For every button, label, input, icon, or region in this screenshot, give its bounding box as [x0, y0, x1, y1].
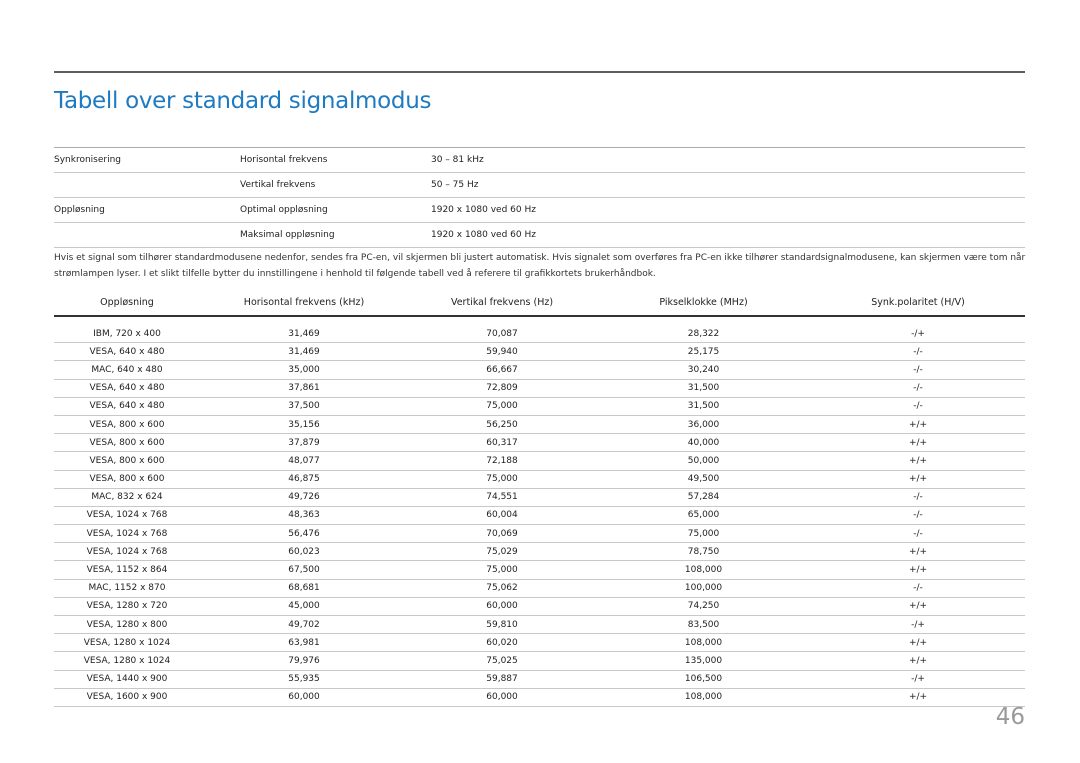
cell-pixel-clock: 83,500 — [687, 619, 720, 630]
cell-horizontal-frequency: 49,702 — [288, 619, 320, 630]
signal-modes-table — [54, 290, 1025, 707]
cell-resolution: VESA, 1024 x 768 — [86, 546, 168, 557]
cell-sync-polarity: +/+ — [908, 692, 928, 703]
cell-horizontal-frequency: 31,469 — [288, 328, 320, 339]
spec-row — [54, 148, 1025, 173]
cell-resolution: VESA, 1280 x 800 — [86, 619, 168, 630]
cell-sync-polarity: +/+ — [908, 601, 928, 612]
cell-pixel-clock: 108,000 — [684, 692, 723, 703]
table-row — [54, 343, 1025, 361]
cell-vertical-frequency: 75,000 — [486, 474, 518, 485]
cell-horizontal-frequency: 63,981 — [288, 637, 320, 648]
cell-vertical-frequency: 72,188 — [486, 455, 518, 466]
cell-pixel-clock: 40,000 — [687, 437, 720, 448]
note-paragraph: Hvis et signal som tilhører standardmodusene nedenfor, sendes fra PC-en, vil skjermen bli justert automatisk. Hvis signalet som overføres fra PC-en ikke tilhører standardsignalmodusene, kan skjermen være tom når strømlampen lyser. I et slikt tilfelle bytter du innstillingene i henhold til følgende tabell ved å referere til grafikkortets brukerhåndbok. — [54, 253, 1026, 279]
cell-pixel-clock: 36,000 — [687, 419, 720, 430]
cell-resolution: MAC, 832 x 624 — [91, 492, 163, 503]
cell-vertical-frequency: 60,004 — [486, 510, 518, 521]
table-row — [54, 652, 1025, 670]
cell-vertical-frequency: 59,810 — [486, 619, 518, 630]
spec-label: Vertikal frekvens — [240, 180, 316, 190]
table-row — [54, 507, 1025, 525]
top-divider — [54, 71, 1025, 73]
cell-vertical-frequency: 75,025 — [486, 655, 518, 666]
cell-pixel-clock: 108,000 — [684, 637, 723, 648]
cell-horizontal-frequency: 60,023 — [288, 546, 320, 557]
table-row — [54, 380, 1025, 398]
cell-vertical-frequency: 70,087 — [486, 328, 518, 339]
spec-value: 1920 x 1080 ved 60 Hz — [431, 205, 536, 215]
cell-pixel-clock: 74,250 — [687, 601, 720, 612]
cell-sync-polarity: +/+ — [908, 474, 928, 485]
cell-pixel-clock: 135,000 — [684, 655, 723, 666]
cell-resolution: VESA, 1280 x 1024 — [83, 655, 171, 666]
cell-sync-polarity: -/- — [913, 383, 923, 394]
cell-resolution: VESA, 800 x 600 — [89, 419, 165, 430]
table-row — [54, 416, 1025, 434]
table-row — [54, 689, 1025, 707]
cell-pixel-clock: 78,750 — [687, 546, 720, 557]
cell-sync-polarity: +/+ — [908, 565, 928, 576]
spec-label: Maksimal oppløsning — [240, 230, 335, 240]
spec-row — [54, 173, 1025, 198]
cell-vertical-frequency: 75,000 — [486, 401, 518, 412]
cell-sync-polarity: -/+ — [911, 328, 925, 339]
cell-sync-polarity: -/- — [913, 583, 923, 594]
cell-sync-polarity: -/+ — [911, 619, 925, 630]
cell-resolution: VESA, 1152 x 864 — [86, 565, 168, 576]
table-row — [54, 616, 1025, 634]
table-row — [54, 634, 1025, 652]
cell-pixel-clock: 31,500 — [687, 401, 720, 412]
cell-horizontal-frequency: 48,363 — [288, 510, 320, 521]
cell-sync-polarity: -/- — [913, 528, 923, 539]
cell-vertical-frequency: 59,887 — [486, 674, 518, 685]
cell-pixel-clock: 28,322 — [687, 328, 720, 339]
cell-vertical-frequency: 60,317 — [486, 437, 518, 448]
cell-vertical-frequency: 75,029 — [486, 546, 518, 557]
cell-horizontal-frequency: 37,500 — [288, 401, 320, 412]
cell-horizontal-frequency: 37,879 — [288, 437, 320, 448]
spec-value: 50 – 75 Hz — [431, 180, 479, 190]
spec-value: 30 – 81 kHz — [431, 155, 484, 165]
cell-sync-polarity: -/- — [913, 401, 923, 412]
cell-horizontal-frequency: 31,469 — [288, 346, 320, 357]
cell-horizontal-frequency: 68,681 — [288, 583, 320, 594]
cell-horizontal-frequency: 45,000 — [288, 601, 320, 612]
cell-resolution: VESA, 640 x 480 — [89, 383, 165, 394]
header-horizontal-frequency: Horisontal frekvens (kHz) — [243, 297, 365, 308]
spec-row — [54, 223, 1025, 248]
spec-label: Horisontal frekvens — [240, 155, 328, 165]
cell-pixel-clock: 57,284 — [687, 492, 720, 503]
cell-horizontal-frequency: 49,726 — [288, 492, 320, 503]
cell-resolution: VESA, 1440 x 900 — [86, 674, 168, 685]
cell-sync-polarity: -/- — [913, 346, 923, 357]
table-row — [54, 398, 1025, 416]
table-row — [54, 543, 1025, 561]
cell-sync-polarity: +/+ — [908, 655, 928, 666]
cell-pixel-clock: 106,500 — [684, 674, 723, 685]
spec-value: 1920 x 1080 ved 60 Hz — [431, 230, 536, 240]
cell-resolution: VESA, 1024 x 768 — [86, 510, 168, 521]
cell-resolution: VESA, 1280 x 1024 — [83, 637, 171, 648]
cell-resolution: MAC, 640 x 480 — [91, 364, 163, 375]
cell-horizontal-frequency: 60,000 — [288, 692, 320, 703]
spec-row — [54, 198, 1025, 223]
table-row — [54, 561, 1025, 579]
cell-resolution: VESA, 1024 x 768 — [86, 528, 168, 539]
cell-vertical-frequency: 70,069 — [486, 528, 518, 539]
cell-vertical-frequency: 60,000 — [486, 692, 518, 703]
cell-sync-polarity: -/- — [913, 510, 923, 521]
cell-horizontal-frequency: 56,476 — [288, 528, 320, 539]
cell-vertical-frequency: 60,020 — [486, 637, 518, 648]
table-row — [54, 580, 1025, 598]
cell-vertical-frequency: 59,940 — [486, 346, 518, 357]
header-spacer — [54, 317, 1025, 325]
header-resolution: Oppløsning — [100, 297, 154, 308]
cell-resolution: VESA, 800 x 600 — [89, 455, 165, 466]
cell-vertical-frequency: 74,551 — [486, 492, 518, 503]
cell-pixel-clock: 108,000 — [684, 565, 723, 576]
cell-horizontal-frequency: 46,875 — [288, 474, 320, 485]
cell-resolution: VESA, 640 x 480 — [89, 401, 165, 412]
cell-resolution: VESA, 1280 x 720 — [86, 601, 168, 612]
cell-pixel-clock: 50,000 — [687, 455, 720, 466]
table-row — [54, 361, 1025, 379]
cell-sync-polarity: -/+ — [911, 674, 925, 685]
cell-pixel-clock: 30,240 — [687, 364, 720, 375]
spec-group: Oppløsning — [54, 205, 105, 215]
table-row — [54, 452, 1025, 470]
cell-resolution: VESA, 1600 x 900 — [86, 692, 168, 703]
table-row — [54, 434, 1025, 452]
cell-resolution: VESA, 800 x 600 — [89, 437, 165, 448]
cell-sync-polarity: -/- — [913, 492, 923, 503]
cell-pixel-clock: 65,000 — [687, 510, 720, 521]
cell-sync-polarity: -/- — [913, 364, 923, 375]
spec-group: Synkronisering — [54, 155, 122, 165]
cell-resolution: MAC, 1152 x 870 — [88, 583, 166, 594]
cell-pixel-clock: 75,000 — [687, 528, 720, 539]
cell-horizontal-frequency: 67,500 — [288, 565, 320, 576]
sync-spec-table — [54, 147, 1025, 248]
cell-resolution: IBM, 720 x 400 — [93, 328, 161, 339]
cell-horizontal-frequency: 48,077 — [288, 455, 320, 466]
table-row — [54, 471, 1025, 489]
table-row — [54, 671, 1025, 689]
cell-pixel-clock: 25,175 — [687, 346, 720, 357]
cell-pixel-clock: 49,500 — [687, 474, 720, 485]
header-pixel-clock: Pikselklokke (MHz) — [659, 297, 748, 308]
cell-horizontal-frequency: 35,156 — [288, 419, 320, 430]
cell-vertical-frequency: 56,250 — [486, 419, 518, 430]
cell-sync-polarity: +/+ — [908, 437, 928, 448]
cell-horizontal-frequency: 55,935 — [288, 674, 320, 685]
cell-vertical-frequency: 72,809 — [486, 383, 518, 394]
cell-resolution: VESA, 640 x 480 — [89, 346, 165, 357]
table-row — [54, 489, 1025, 507]
cell-sync-polarity: +/+ — [908, 419, 928, 430]
cell-horizontal-frequency: 35,000 — [288, 364, 320, 375]
page-number: 46 — [995, 704, 1025, 730]
page-title: Tabell over standard signalmodus — [54, 88, 432, 114]
cell-vertical-frequency: 75,062 — [486, 583, 518, 594]
table-row — [54, 598, 1025, 616]
cell-horizontal-frequency: 37,861 — [288, 383, 320, 394]
cell-sync-polarity: +/+ — [908, 455, 928, 466]
cell-vertical-frequency: 75,000 — [486, 565, 518, 576]
cell-sync-polarity: +/+ — [908, 546, 928, 557]
cell-vertical-frequency: 60,000 — [486, 601, 518, 612]
cell-pixel-clock: 31,500 — [687, 383, 720, 394]
table-header — [54, 290, 1025, 317]
table-row — [54, 325, 1025, 343]
header-vertical-frequency: Vertikal frekvens (Hz) — [450, 297, 554, 308]
cell-vertical-frequency: 66,667 — [486, 364, 518, 375]
header-sync-polarity: Synk.polaritet (H/V) — [871, 297, 965, 308]
spec-label: Optimal oppløsning — [240, 205, 328, 215]
cell-sync-polarity: +/+ — [908, 637, 928, 648]
table-row — [54, 525, 1025, 543]
table-body — [54, 325, 1025, 707]
cell-horizontal-frequency: 79,976 — [288, 655, 320, 666]
cell-resolution: VESA, 800 x 600 — [89, 474, 165, 485]
cell-pixel-clock: 100,000 — [684, 583, 723, 594]
